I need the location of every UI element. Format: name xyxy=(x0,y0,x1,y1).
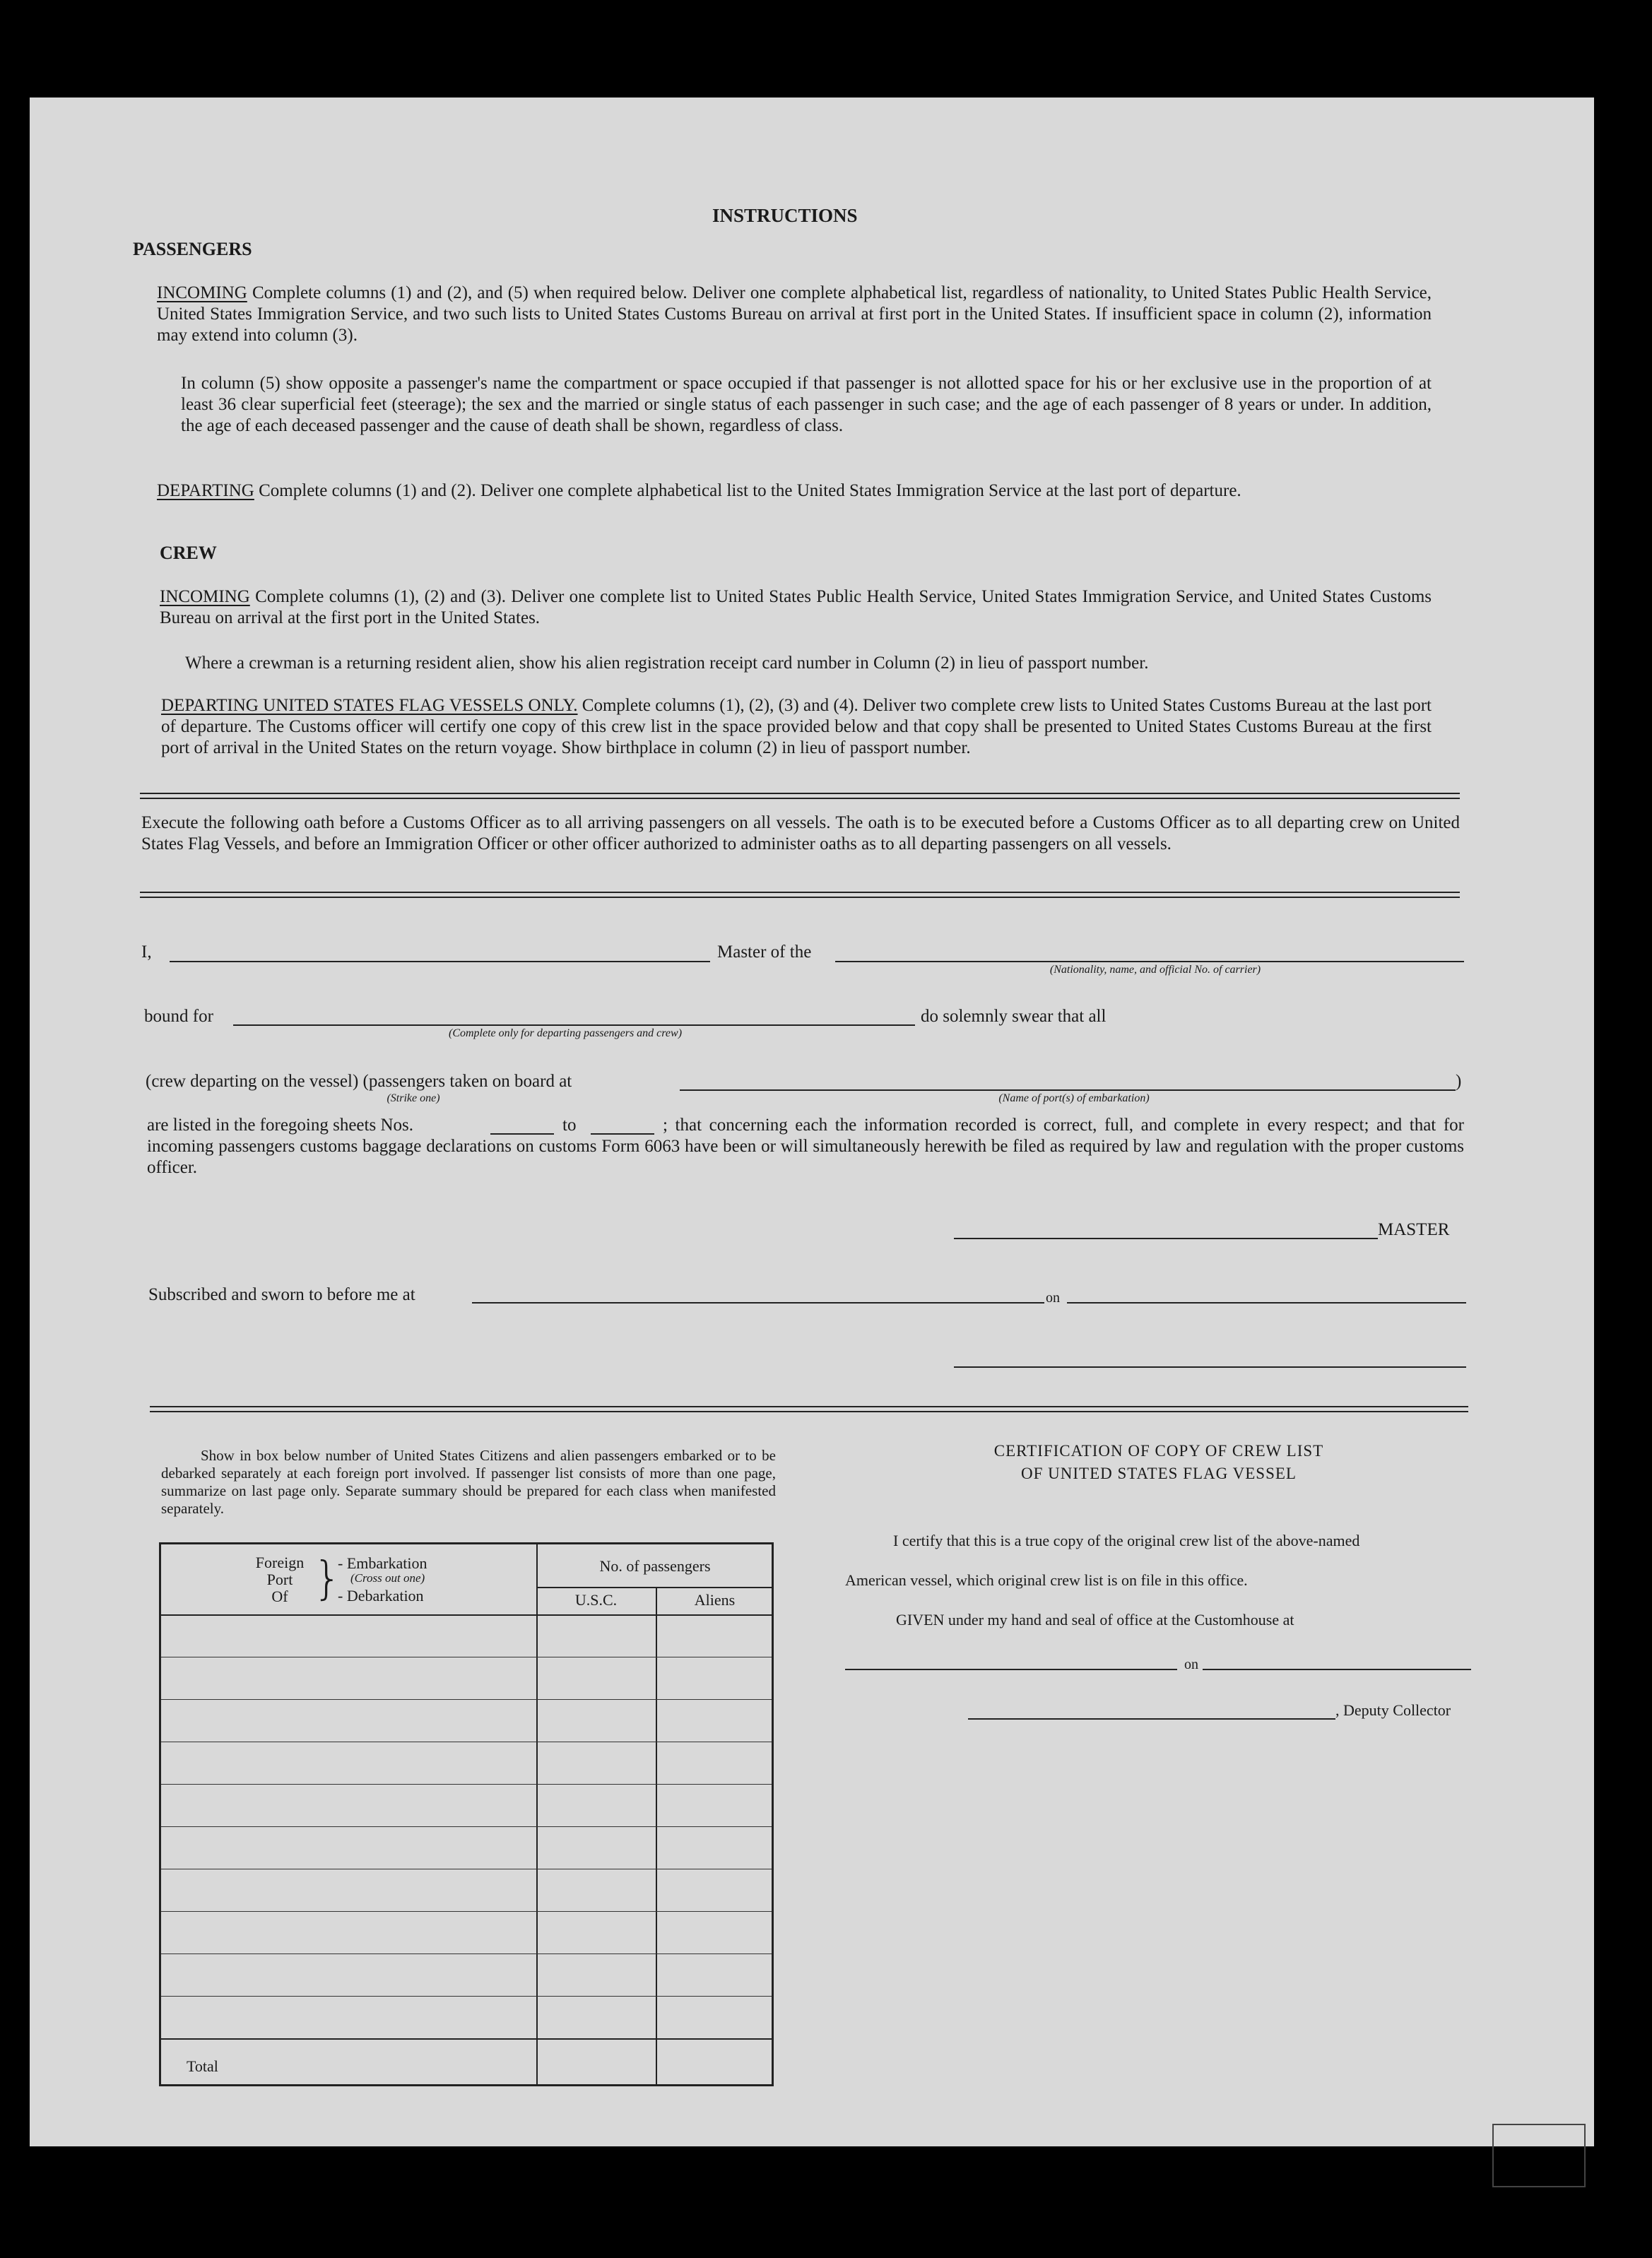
swear-text: do solemnly swear that all xyxy=(921,1007,1107,1026)
ports-caption: (Name of port(s) of embarkation) xyxy=(998,1092,1150,1104)
passenger-summary-table xyxy=(159,1542,774,2086)
subscribed-on: on xyxy=(1046,1290,1060,1306)
port-label: Port xyxy=(266,1571,293,1588)
passengers-departing-text: Complete columns (1) and (2). Deliver one complete alphabetical list to the United States Immigration Service at the last port of departure. xyxy=(259,481,1241,500)
crew-incoming-label: INCOMING xyxy=(160,587,250,606)
embarkation-label: - Embarkation xyxy=(338,1554,427,1572)
cross-out-caption: (Cross out one) xyxy=(350,1571,425,1585)
crew-heading: CREW xyxy=(160,543,217,563)
certification-line1: I certify that this is a true copy of the original crew list of the above-named xyxy=(893,1532,1360,1549)
crew-departing-text: (crew departing on the vessel) (passengers taken on board at xyxy=(146,1072,572,1091)
total-row-divider xyxy=(161,2038,772,2040)
passengers-incoming-column5: In column (5) show opposite a passenger's name the compartment or space occupied if that passenger is not allotted space for his or her exclusive use in the proportion of at least 36 clear superficial feet (steerage); the sex and the married or single status of each passenger in such case; and the age of each passenger of 8 years or under. In addition, the age of each deceased passenger and the cause of death shall be shown, regardless of class. xyxy=(181,374,1432,435)
listed-to: to xyxy=(562,1116,577,1135)
certification-line3: GIVEN under my hand and seal of office at the Customhouse at xyxy=(896,1611,1294,1629)
certification-on: on xyxy=(1184,1657,1198,1672)
customhouse-line[interactable] xyxy=(845,1669,1177,1670)
passengers-incoming-text: Complete columns (1) and (2), and (5) when required below. Deliver one complete alphabetical list, regardless of nationality, to United States Public Health Service, United States Immigration Service, and two such lists to United States Customs Bureau on arrival at first port in the United States. If insufficient space in column (2), information may extend into column (3). xyxy=(157,283,1432,345)
bound-for-label: bound for xyxy=(144,1007,213,1026)
crew-departing-label: DEPARTING UNITED STATES FLAG VESSELS ONLY. xyxy=(161,696,578,715)
passengers-departing-label: DEPARTING xyxy=(157,481,254,500)
usc-header: U.S.C. xyxy=(574,1591,618,1609)
debarkation-label: - Debarkation xyxy=(338,1587,424,1604)
bound-caption: (Complete only for departing passengers and crew) xyxy=(448,1027,683,1039)
oath-intro: Execute the following oath before a Customs Officer as to all arriving passengers on all vessels. The oath is to be executed before a Customs Officer as to all departing crew on United States Flag Vessels, and before an Immigration Officer or other officer authorized to administer oaths as to all departing passengers on all vessels. xyxy=(141,813,1460,853)
strike-one-caption: (Strike one) xyxy=(387,1092,440,1104)
passengers-heading: PASSENGERS xyxy=(133,239,252,259)
foreign-label: Foreign xyxy=(255,1554,305,1571)
master-name-line[interactable] xyxy=(170,961,710,962)
corner-box xyxy=(1492,2124,1586,2187)
carrier-line[interactable] xyxy=(835,961,1464,962)
page-title: INSTRUCTIONS xyxy=(712,205,858,226)
certification-line2: American vessel, which original crew list is on file in this office. xyxy=(845,1571,1248,1589)
passengers-departing-paragraph xyxy=(157,480,1432,502)
section-divider xyxy=(150,1406,1468,1412)
crew-departing-text: Complete columns (1), (2), (3) and (4). Deliver two complete crew lists to United States Customs Bureau at the last port of departure. The Customs officer will certify one copy of this crew list in the space provided below and that copy shall be presented to United States Customs Bureau at the first port of arrival in the United States on the return voyage. Show birthplace in column (2) in lieu of passport number. xyxy=(161,696,1432,757)
bound-for-line[interactable] xyxy=(233,1024,915,1026)
subscribed-label: Subscribed and sworn to before me at xyxy=(148,1285,415,1304)
table-row[interactable] xyxy=(161,1784,772,1785)
table-row[interactable] xyxy=(161,1996,772,1997)
oath-i: I, xyxy=(141,942,152,962)
master-signature-line[interactable] xyxy=(954,1238,1378,1239)
subscribed-date-line[interactable] xyxy=(1067,1302,1466,1304)
section-divider xyxy=(140,793,1460,799)
master-of-the-label: Master of the xyxy=(717,942,812,962)
column-divider xyxy=(656,1587,657,2084)
header-bottom xyxy=(161,1614,772,1616)
table-row[interactable] xyxy=(161,1953,772,1954)
passengers-incoming-paragraph xyxy=(157,283,1432,346)
table-row[interactable] xyxy=(161,1911,772,1912)
deputy-collector-signature-line[interactable] xyxy=(968,1718,1335,1720)
table-row[interactable] xyxy=(161,1699,772,1700)
no-of-passengers-header: No. of passengers xyxy=(599,1557,711,1575)
summary-note: Show in box below number of United States Citizens and alien passengers embarked or to be debarked separately at each foreign port involved. If passenger list consists of more than one page, summarize on last page only. Separate summary should be prepared for each class when manifested separately. xyxy=(161,1447,776,1517)
of-label: Of xyxy=(271,1588,288,1605)
certification-title-line2: OF UNITED STATES FLAG VESSEL xyxy=(1021,1465,1297,1482)
aliens-header: Aliens xyxy=(694,1591,736,1609)
deputy-collector-label: , Deputy Collector xyxy=(1335,1701,1451,1719)
listed-label: are listed in the foregoing sheets Nos. xyxy=(147,1116,413,1135)
table-row[interactable] xyxy=(161,1826,772,1827)
total-label: Total xyxy=(187,2057,218,2075)
crew-incoming-paragraph xyxy=(160,586,1432,629)
column-divider xyxy=(536,1544,538,2084)
certification-date-line[interactable] xyxy=(1203,1669,1471,1670)
crew-incoming-resident-alien: Where a crewman is a returning resident alien, show his alien registration receipt card number in Column (2) in lieu of passport number. xyxy=(185,654,1149,673)
close-paren: ) xyxy=(1456,1072,1462,1091)
crew-departing-paragraph xyxy=(161,695,1432,759)
certification-title xyxy=(919,1440,1399,1485)
master-label: MASTER xyxy=(1378,1220,1450,1239)
subscribed-place-line[interactable] xyxy=(472,1302,1044,1304)
listed-text: ; that concerning each the information recorded is correct, full, and complete in every respect; and that for incoming passengers customs baggage declarations on customs Form 6063 have been or will simultaneously herewith be filed as required by law and regulation with the proper customs officer. xyxy=(147,1116,1464,1177)
header-divider xyxy=(536,1587,772,1588)
passengers-incoming-label: INCOMING xyxy=(157,283,247,302)
nationality-caption: (Nationality, name, and official No. of carrier) xyxy=(1049,964,1261,976)
officer-signature-line[interactable] xyxy=(954,1366,1466,1368)
crew-incoming-text: Complete columns (1), (2) and (3). Deliver one complete list to United States Public Health Service, United States Immigration Service, and United States Customs Bureau on arrival at the first port in the United States. xyxy=(160,587,1432,627)
ports-line[interactable] xyxy=(680,1089,1456,1091)
foreign-port-of xyxy=(244,1554,315,1605)
section-divider xyxy=(140,892,1460,898)
brace-icon: } xyxy=(313,1553,342,1605)
certification-title-line1: CERTIFICATION OF COPY OF CREW LIST xyxy=(993,1442,1324,1460)
